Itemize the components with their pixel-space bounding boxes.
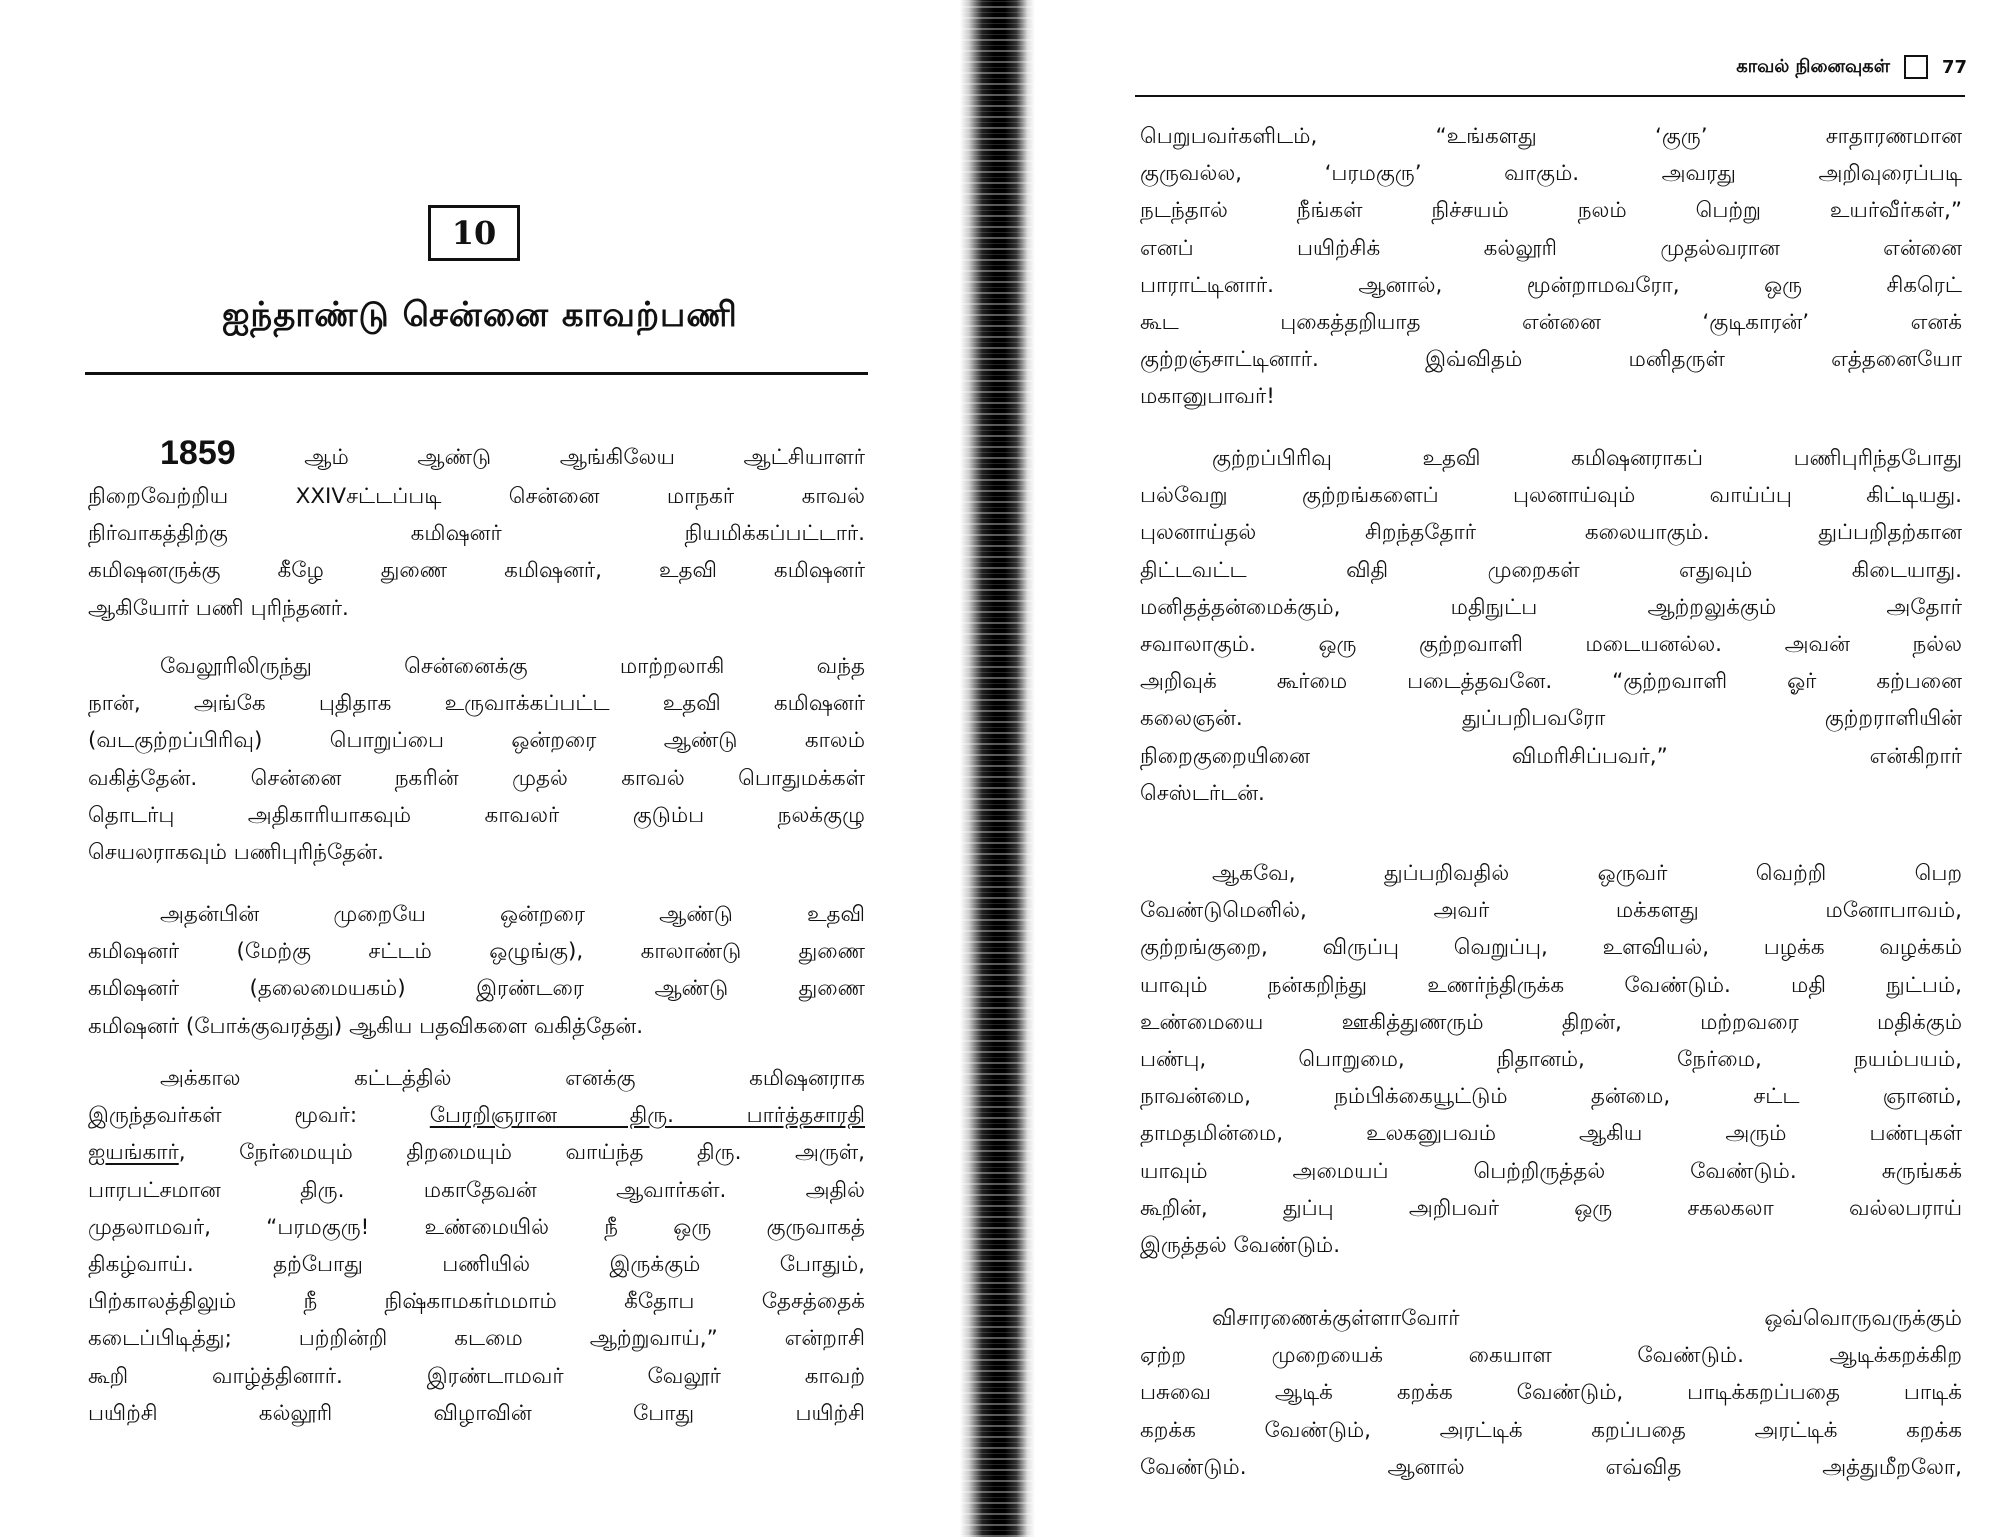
text-line: நாவன்மை, நம்பிக்கையூட்டும் தன்மை, சட்ட ஞானம், — [1140, 1084, 1962, 1110]
text-line: கமிஷனர் (தலைமையகம்) இரண்டரை ஆண்டு துணை — [88, 976, 865, 1002]
text-line: அக்கால கட்டத்தில் எனக்கு கமிஷனராக — [160, 1066, 865, 1091]
text-line: பல்வேறு குற்றங்களைப் புலனாய்வும் வாய்ப்பு கிட்டியது. — [1140, 483, 1962, 509]
text-line: பண்பு, பொறுமை, நிதானம், நேர்மை, நயம்பயம், — [1140, 1047, 1962, 1073]
text-line: இருந்தவர்கள் மூவர்: பேரறிஞரான திரு. பார்த்தசாரதி — [88, 1103, 865, 1129]
text-line: தொடர்பு அதிகாரியாகவும் காவலர் குடும்ப நலக்குழு — [88, 802, 865, 828]
text-line: நிறைவேற்றிய XXIVசட்டப்படி சென்னை மாநகர் காவல் — [88, 484, 865, 509]
text-line: தாமதமின்மை, உலகனுபவம் ஆகிய அரும் பண்புகள் — [1140, 1121, 1962, 1147]
text-line: குற்றங்குறை, விருப்பு வெறுப்பு, உளவியல், பழக்க வழக்கம் — [1140, 935, 1962, 961]
lead-year: 1859 — [160, 434, 236, 472]
book-spine-gutter — [960, 0, 1035, 1537]
text-line: ஆகியோர் பணி புரிந்தனர். — [88, 595, 349, 621]
text-line: திகழ்வாய். தற்போது பணியில் இருக்கும் போதும், — [88, 1252, 865, 1278]
text-line: கமிஷனர் (போக்குவரத்து) ஆகிய பதவிகளை வகித்தேன். — [88, 1013, 644, 1039]
right-paragraph-4 — [1140, 1300, 1962, 1486]
text-line: குற்றஞ்சாட்டினார். இவ்விதம் மனிதருள் எத்தனையோ — [1140, 347, 1962, 373]
text-line: ஏற்ற முறையைக் கையாள வேண்டும். ஆடிக்கறக்கிற — [1140, 1343, 1962, 1369]
text-line: குருவல்ல, ‘பரமகுரு’ வாகும். அவரது அறிவுரைப்படி — [1140, 161, 1962, 187]
right-paragraph-1 — [1140, 118, 1962, 416]
text-line: கடைப்பிடித்து; பற்றின்றி கடமை ஆற்றுவாய்,” என்றாசி — [88, 1326, 865, 1352]
text-line: பாரபட்சமான திரு. மகாதேவன் ஆவார்கள். அதில் — [88, 1177, 865, 1203]
text-line: நிர்வாகத்திற்கு கமிஷனர் நியமிக்கப்பட்டார். — [88, 521, 865, 547]
text-line: கூட புகைத்தறியாத என்னை ‘குடிகாரன்’ எனக் — [1140, 310, 1962, 336]
text-line: கூறி வாழ்த்தினார். இரண்டாமவர் வேலூர் காவற் — [88, 1363, 865, 1389]
text-line: ஐயங்கார், நேர்மையும் திறமையும் வாய்ந்த திரு. அருள், — [88, 1140, 865, 1166]
text-line: பிற்காலத்திலும் நீ நிஷ்காமகர்மமாம் கீதோப தேசத்தைக் — [88, 1289, 865, 1315]
text-line: மனிதத்தன்மைக்கும், மதிநுட்ப ஆற்றலுக்கும் அதோர் — [1140, 594, 1962, 620]
header-rule — [1135, 95, 1965, 97]
text-line: பெறுபவர்களிடம், “உங்களது ‘குரு’ சாதாரணமான — [1140, 124, 1962, 149]
text-line: நிறைகுறையினை விமரிசிப்பவர்,” என்கிறார் — [1140, 743, 1962, 769]
text-line: கறக்க வேண்டும், அரட்டிக் கறப்பதை அரட்டிக் கறக்க — [1140, 1417, 1962, 1443]
text-line: இருத்தல் வேண்டும். — [1140, 1233, 1341, 1259]
chapter-number: 10 — [451, 214, 497, 252]
running-head-title: காவல் நினைவுகள் — [1736, 55, 1890, 77]
text-line: ஆகவே, துப்பறிவதில் ஒருவர் வெற்றி பெற — [1212, 861, 1962, 886]
chapter-title: ஐந்தாண்டு சென்னை காவற்பணி — [222, 295, 738, 335]
text-line: யாவும் நன்கறிந்து உணர்ந்திருக்க வேண்டும். மதி நுட்பம், — [1140, 972, 1962, 998]
text-line: எனப் பயிற்சிக் கல்லூரி முதல்வரான என்னை — [1140, 235, 1962, 261]
text-line: விசாரணைக்குள்ளாவோர் ஒவ்வொருவருக்கும் — [1212, 1306, 1962, 1331]
text-line: பயிற்சி கல்லூரி விழாவின் போது பயிற்சி — [88, 1400, 865, 1426]
text-line: மகானுபாவர்! — [1140, 384, 1275, 410]
text-line: கூறின், துப்பு அறிபவர் ஒரு சகலகலா வல்லபராய் — [1140, 1195, 1962, 1221]
text-line: யாவும் அமையப் பெற்றிருத்தல் வேண்டும். சுருங்கக் — [1140, 1158, 1962, 1184]
chapter-number-box — [428, 205, 520, 261]
right-page — [1035, 0, 1995, 1537]
running-header — [1736, 55, 1967, 79]
left-page — [0, 0, 960, 1537]
underlined-name: பேரறிஞரான திரு. பார்த்தசாரதி — [429, 1103, 865, 1129]
text-line: பசுவை ஆடிக் கறக்க வேண்டும், பாடிக்கறப்பதை பாடிக் — [1140, 1380, 1962, 1406]
header-box-icon — [1904, 55, 1928, 79]
text-line: அறிவுக் கூர்மை படைத்தவனே. “குற்றவாளி ஓர் கற்பனை — [1140, 669, 1962, 695]
text-line: அதன்பின் முறையே ஒன்றரை ஆண்டு உதவி — [160, 902, 865, 927]
text-line: கமிஷனர் (மேற்கு சட்டம் ஒழுங்கு), காலாண்டு துணை — [88, 939, 865, 965]
left-paragraph-2 — [88, 648, 865, 871]
text-line: உண்மையை ஊகித்துணரும் திறன், மற்றவரை மதிக்கும் — [1140, 1009, 1962, 1035]
text-line: புலனாய்தல் சிறந்ததோர் கலையாகும். துப்பறிதற்கான — [1140, 520, 1962, 546]
left-paragraph-3 — [88, 896, 865, 1045]
text-line: கமிஷனருக்கு கீழே துணை கமிஷனர், உதவி கமிஷனர் — [88, 558, 865, 584]
text-line: வேண்டும். ஆனால் எவ்வித அத்துமீறலோ, — [1140, 1454, 1962, 1480]
text-line: செயலராகவும் பணிபுரிந்தேன். — [88, 840, 384, 866]
left-paragraph-1 — [88, 433, 865, 627]
text-line: கலைஞன். துப்பறிபவரோ குற்றராளியின் — [1140, 706, 1962, 732]
text-line: 1859 ஆம் ஆண்டு ஆங்கிலேய ஆட்சியாளர் — [160, 434, 865, 472]
right-paragraph-2 — [1140, 440, 1962, 812]
text-line: வேண்டுமெனில், அவர் மக்களது மனோபாவம், — [1140, 898, 1962, 924]
text-line: செஸ்டர்டன். — [1140, 780, 1265, 806]
text-line: (வடகுற்றப்பிரிவு) பொறுப்பை ஒன்றரை ஆண்டு காலம் — [88, 728, 865, 754]
text-line: பாராட்டினார். ஆனால், மூன்றாமவரோ, ஒரு சிகரெட் — [1140, 272, 1962, 298]
page-number: 77 — [1941, 56, 1967, 78]
title-rule — [85, 372, 868, 375]
left-paragraph-4 — [88, 1060, 865, 1432]
text-line: குற்றப்பிரிவு உதவி கமிஷனராகப் பணிபுரிந்தபோது — [1212, 446, 1962, 471]
text-line: வேலூரிலிருந்து சென்னைக்கு மாற்றலாகி வந்த — [160, 654, 865, 679]
right-paragraph-3 — [1140, 855, 1962, 1264]
text-line: முதலாமவர், “பரமகுரு! உண்மையில் நீ ஒரு குருவாகத் — [88, 1214, 865, 1240]
text-line: திட்டவட்ட விதி முறைகள் எதுவும் கிடையாது. — [1140, 557, 1962, 583]
underlined-name: ஐயங்கார் — [88, 1140, 179, 1166]
text-line: சவாலாகும். ஒரு குற்றவாளி மடையனல்ல. அவன் நல்ல — [1140, 632, 1962, 658]
text-line: நான், அங்கே புதிதாக உருவாக்கப்பட்ட உதவி கமிஷனர் — [88, 691, 865, 717]
text-line: நடந்தால் நீங்கள் நிச்சயம் நலம் பெற்று உயர்வீர்கள்,” — [1140, 198, 1962, 224]
text-line: வகித்தேன். சென்னை நகரின் முதல் காவல் பொதுமக்கள் — [88, 765, 865, 791]
